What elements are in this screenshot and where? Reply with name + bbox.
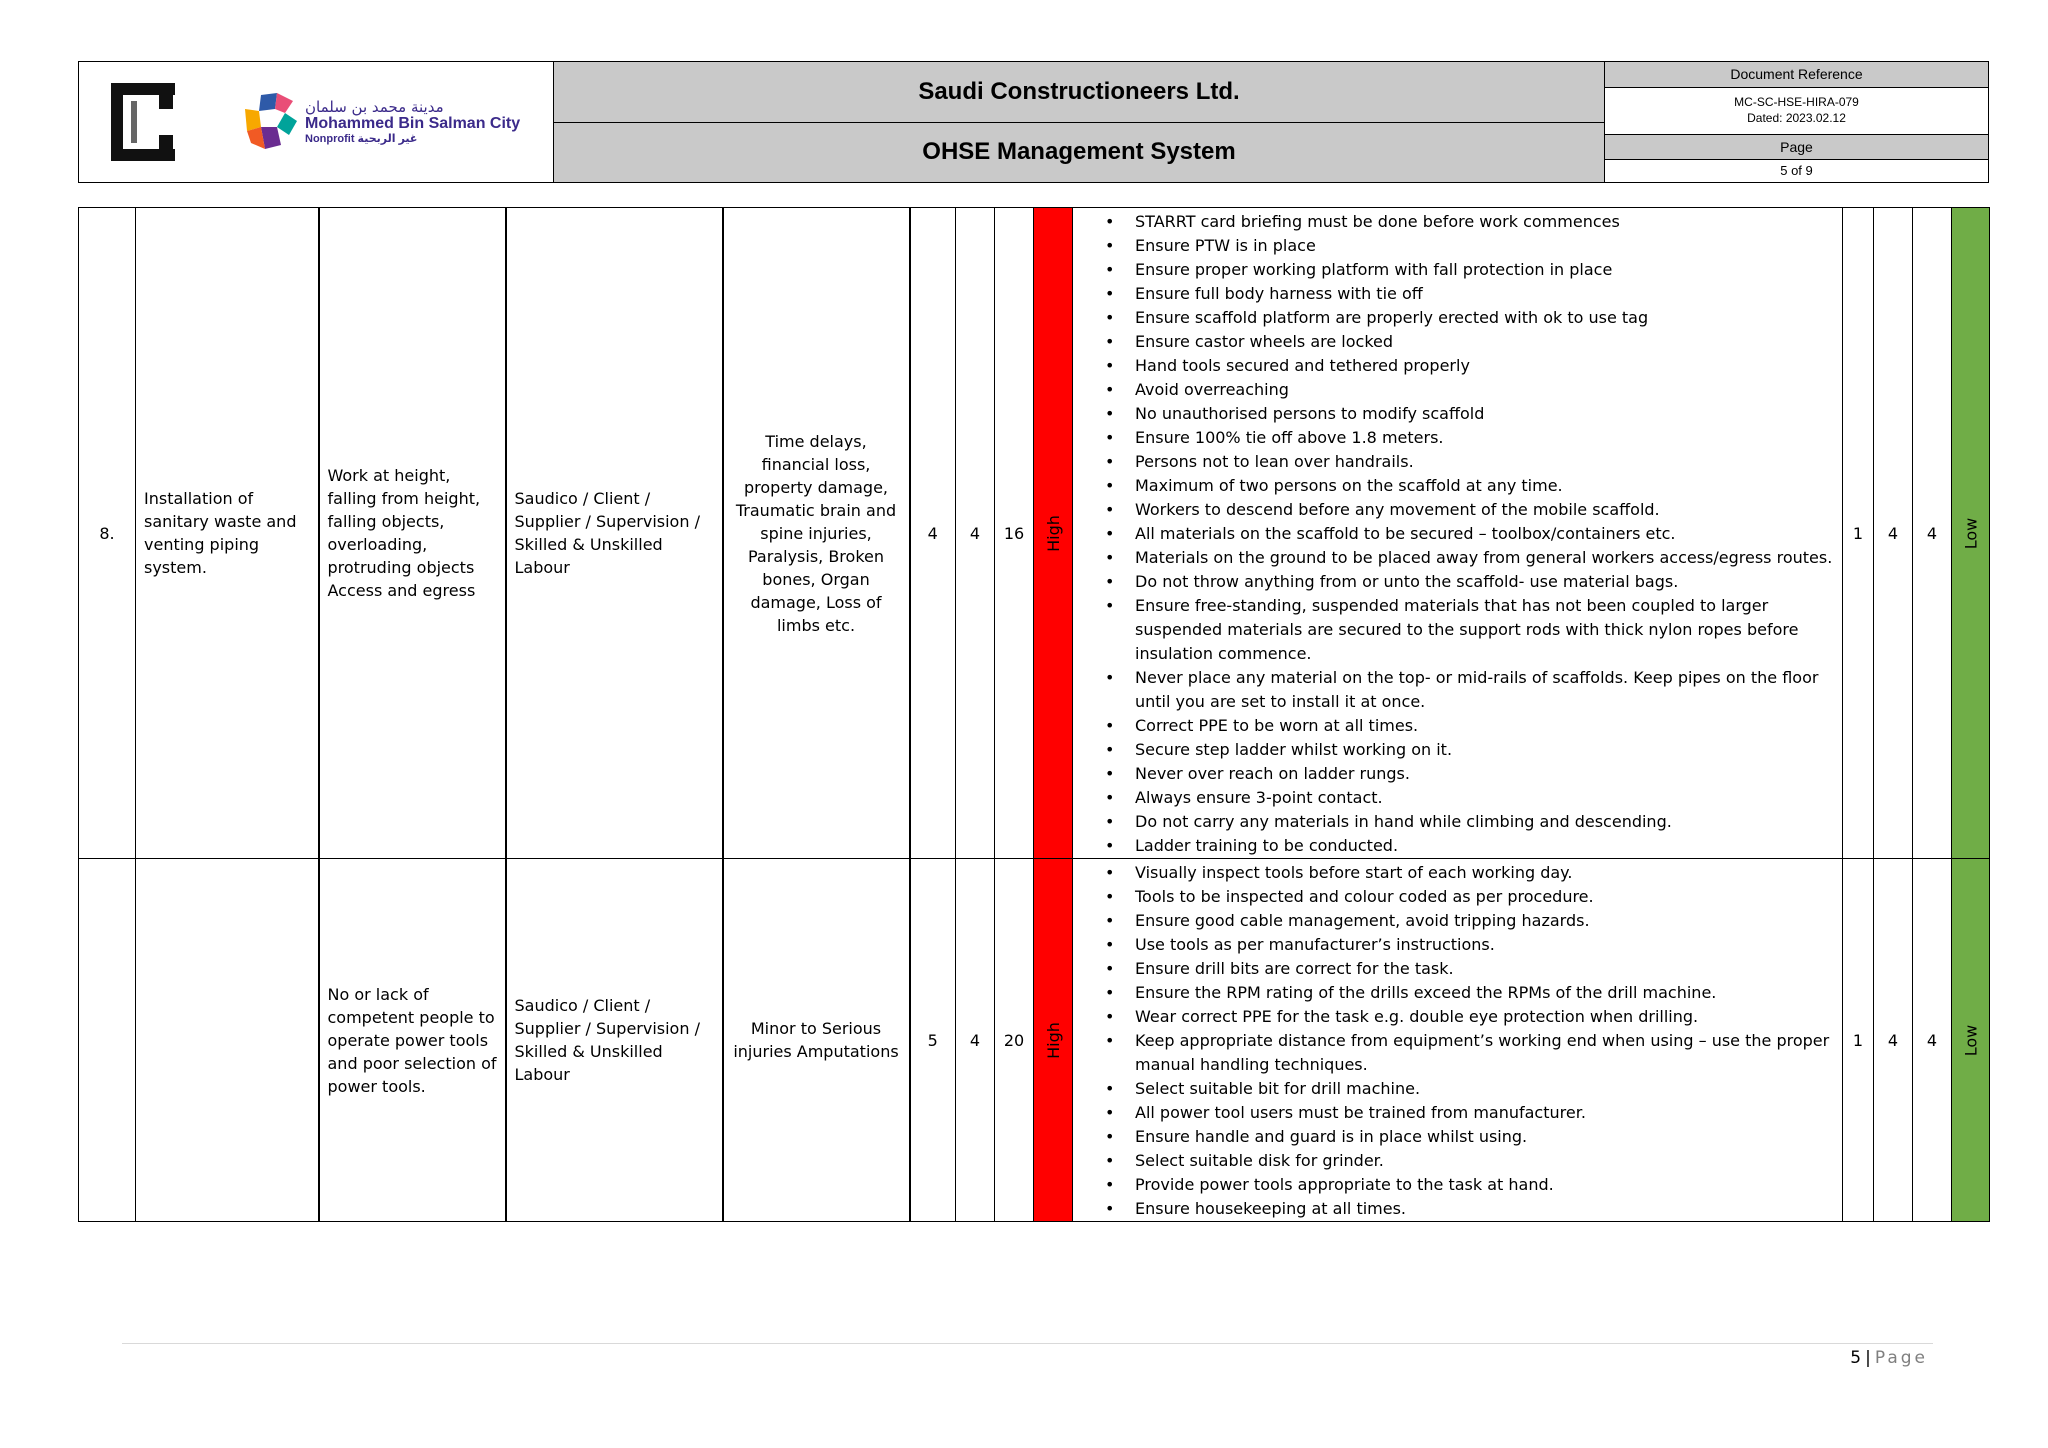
system-name: OHSE Management System	[922, 138, 1236, 166]
control-measure-item: • Ensure 100% tie off above 1.8 meters.	[1135, 426, 1834, 450]
document-header	[78, 61, 1989, 183]
control-measure-item: • Workers to descend before any movement of the mobile scaffold.	[1135, 498, 1834, 522]
consequence-cell: Minor to Serious injuries Amputations	[723, 859, 910, 1222]
table-row	[79, 208, 1990, 859]
control-measure-item: • No unauthorised persons to modify scaffold	[1135, 402, 1834, 426]
footer-page-number: 5	[1850, 1348, 1862, 1368]
control-measure-item: • Provide power tools appropriate to the task at hand.	[1135, 1173, 1834, 1197]
control-measures-list	[1073, 210, 1834, 858]
persons-at-risk-cell: Saudico / Client / Supplier / Supervision / Skilled & Unskilled Labour	[506, 859, 723, 1222]
control-measure-item: • Do not throw anything from or unto the scaffold- use material bags.	[1135, 570, 1834, 594]
mbs-city-logo	[241, 91, 520, 153]
risk-score-cell: 16	[995, 208, 1034, 859]
control-measures-cell	[1073, 208, 1843, 859]
residual-likelihood-cell: 1	[1843, 859, 1874, 1222]
hazard-cell: Work at height, falling from height, falling objects, overloading, protruding objects Access and egress	[319, 208, 506, 859]
control-measure-item: • Maximum of two persons on the scaffold at any time.	[1135, 474, 1834, 498]
activity-cell	[136, 859, 319, 1222]
doc-ref-label: Document Reference	[1605, 62, 1988, 88]
control-measure-item: • Hand tools secured and tethered properly	[1135, 354, 1834, 378]
control-measure-item: • Persons not to lean over handrails.	[1135, 450, 1834, 474]
mbs-arabic-name: مدينة محمد بن سلمان	[305, 97, 444, 116]
control-measure-item: • Never place any material on the top- or mid-rails of scaffolds. Keep pipes on the floor until you are set to install it at once.	[1135, 666, 1834, 714]
table-row	[79, 859, 1990, 1222]
control-measure-item: • Visually inspect tools before start of each working day.	[1135, 861, 1834, 885]
footer-page-word: Page	[1874, 1348, 1928, 1368]
hazard-cell: No or lack of competent people to operate power tools and poor selection of power tools.	[319, 859, 506, 1222]
control-measure-item: • Wear correct PPE for the task e.g. double eye protection when drilling.	[1135, 1005, 1834, 1029]
residual-rating-cell	[1952, 859, 1990, 1222]
control-measure-item: • Secure step ladder whilst working on it.	[1135, 738, 1834, 762]
doc-date: Dated: 2023.02.12	[1747, 110, 1846, 125]
risk-score-cell: 20	[995, 859, 1034, 1222]
control-measure-item: • Select suitable bit for drill machine.	[1135, 1077, 1834, 1101]
mbs-flower-icon	[241, 91, 299, 153]
residual-severity-cell: 4	[1874, 859, 1913, 1222]
header-title-block	[554, 62, 1605, 182]
control-measure-item: • All power tool users must be trained from manufacturer.	[1135, 1101, 1834, 1125]
mbs-english-name: Mohammed Bin Salman City	[305, 115, 521, 133]
control-measure-item: • Always ensure 3-point contact.	[1135, 786, 1834, 810]
control-measure-item: • Ensure PTW is in place	[1135, 234, 1834, 258]
control-measure-item: • Ensure drill bits are correct for the task.	[1135, 957, 1834, 981]
likelihood-cell: 4	[910, 208, 956, 859]
control-measures-list	[1073, 861, 1834, 1221]
control-measure-item: • Ensure the RPM rating of the drills exceed the RPMs of the drill machine.	[1135, 981, 1834, 1005]
residual-severity-cell: 4	[1874, 208, 1913, 859]
control-measure-item: • Ensure proper working platform with fall protection in place	[1135, 258, 1834, 282]
residual-rating-label: Low	[1960, 517, 1980, 549]
residual-score-cell: 4	[1913, 208, 1952, 859]
control-measure-item: • Tools to be inspected and colour coded as per procedure.	[1135, 885, 1834, 909]
page-footer	[1850, 1348, 1928, 1368]
control-measure-item: • All materials on the scaffold to be secured – toolbox/containers etc.	[1135, 522, 1834, 546]
persons-at-risk-cell: Saudico / Client / Supplier / Supervision / Skilled & Unskilled Labour	[506, 208, 723, 859]
control-measure-item: • Ensure handle and guard is in place whilst using.	[1135, 1125, 1834, 1149]
page-label: Page	[1605, 135, 1988, 161]
risk-rating-cell	[1034, 208, 1073, 859]
control-measure-item: • Do not carry any materials in hand while climbing and descending.	[1135, 810, 1834, 834]
control-measure-item: • Keep appropriate distance from equipment’s working end when using – use the proper manual handling techniques.	[1135, 1029, 1834, 1077]
activity-cell: Installation of sanitary waste and venting piping system.	[136, 208, 319, 859]
control-measure-item: • Ensure castor wheels are locked	[1135, 330, 1834, 354]
risk-rating-label: High	[1043, 1021, 1063, 1059]
control-measure-item: • Never over reach on ladder rungs.	[1135, 762, 1834, 786]
risk-rating-cell	[1034, 859, 1073, 1222]
row-number	[79, 859, 136, 1222]
severity-cell: 4	[956, 208, 995, 859]
severity-cell: 4	[956, 859, 995, 1222]
footer-separator: |	[1865, 1348, 1871, 1368]
document-reference-block	[1605, 62, 1988, 182]
residual-score-cell: 4	[1913, 859, 1952, 1222]
row-number: 8.	[79, 208, 136, 859]
control-measure-item: • Ensure free-standing, suspended materials that has not been coupled to larger suspended materials are secured to the support rods with thick nylon ropes before insulation commence.	[1135, 594, 1834, 666]
control-measure-item: • Avoid overreaching	[1135, 378, 1834, 402]
control-measure-item: • Materials on the ground to be placed away from general workers access/egress routes.	[1135, 546, 1834, 570]
control-measure-item: • Select suitable disk for grinder.	[1135, 1149, 1834, 1173]
control-measure-item: • Ensure scaffold platform are properly erected with ok to use tag	[1135, 306, 1834, 330]
control-measure-item: • Ensure good cable management, avoid tripping hazards.	[1135, 909, 1834, 933]
mbs-tagline: Nonprofit غير الربحية	[305, 133, 418, 145]
risk-assessment-table	[78, 207, 1990, 1222]
control-measure-item: • Use tools as per manufacturer’s instructions.	[1135, 933, 1834, 957]
control-measure-item: • Ensure full body harness with tie off	[1135, 282, 1834, 306]
residual-rating-label: Low	[1960, 1024, 1980, 1056]
company-name: Saudi Constructioneers Ltd.	[554, 62, 1604, 123]
page-value: 5 of 9	[1780, 162, 1813, 178]
residual-rating-cell	[1952, 208, 1990, 859]
doc-ref-value	[1605, 88, 1988, 135]
footer-divider	[122, 1343, 1933, 1344]
consequence-cell: Time delays, financial loss, property damage, Traumatic brain and spine injuries, Paralysis, Broken bones, Organ damage, Loss of limbs etc.	[723, 208, 910, 859]
control-measures-cell	[1073, 859, 1843, 1222]
saudi-constructioneers-logo	[107, 81, 179, 163]
control-measure-item: • STARRT card briefing must be done before work commences	[1135, 210, 1834, 234]
residual-likelihood-cell: 1	[1843, 208, 1874, 859]
likelihood-cell: 5	[910, 859, 956, 1222]
risk-rating-label: High	[1043, 514, 1063, 552]
control-measure-item: • Correct PPE to be worn at all times.	[1135, 714, 1834, 738]
control-measure-item: • Ensure housekeeping at all times.	[1135, 1197, 1834, 1221]
doc-ref-number: MC-SC-HSE-HIRA-079	[1734, 95, 1859, 110]
logo-area	[79, 62, 554, 182]
control-measure-item: • Ladder training to be conducted.	[1135, 834, 1834, 858]
